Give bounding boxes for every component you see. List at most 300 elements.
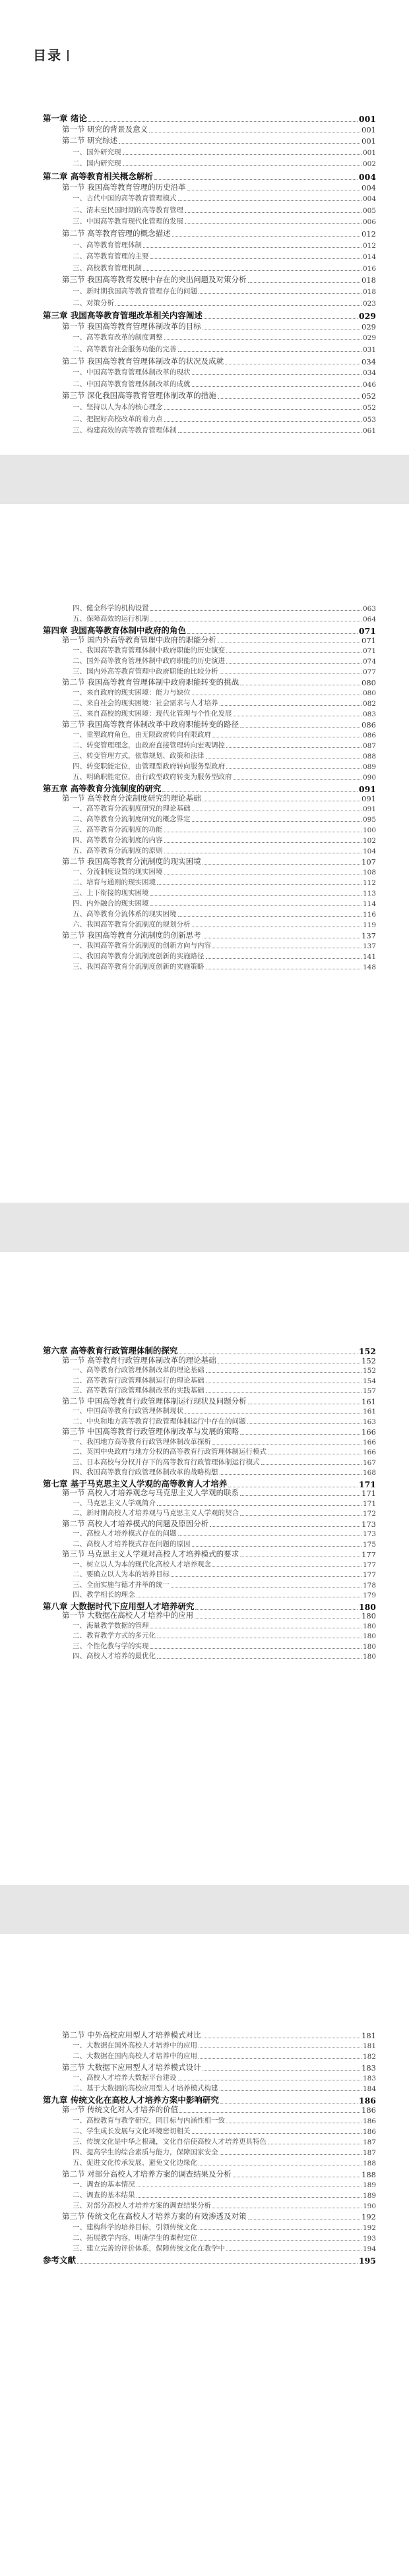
- toc-entry-page: 114: [362, 900, 376, 908]
- toc-entry-title: 一、高等教育管理体制: [73, 241, 142, 249]
- toc-subsection-entry[interactable]: [73, 379, 376, 389]
- toc-entry-page: 180: [362, 1653, 376, 1661]
- toc-subsection-entry[interactable]: [73, 708, 376, 718]
- toc-entry-page: 034: [362, 357, 376, 366]
- toc-subsection-entry[interactable]: [73, 919, 376, 929]
- toc-entry-page: 095: [362, 816, 376, 824]
- dot-leader: [226, 663, 362, 664]
- dot-leader: [206, 1392, 362, 1393]
- toc-subsection-entry[interactable]: [73, 2147, 376, 2157]
- toc-section-entry[interactable]: [62, 2211, 376, 2221]
- toc-entry-page: 152: [362, 1356, 376, 1365]
- toc-entry-title: 第二节 研究综述: [62, 136, 118, 146]
- toc-section-entry[interactable]: [62, 1487, 376, 1498]
- toc-entry-page: 086: [362, 731, 376, 739]
- toc-section-entry[interactable]: [62, 135, 376, 146]
- toc-entry-page: 018: [362, 288, 376, 296]
- dot-leader: [199, 2047, 362, 2048]
- toc-entry-title: 一、高等教育分流制度研究的理论基础: [73, 805, 191, 813]
- toc-subsection-entry[interactable]: [73, 698, 376, 708]
- toc-entry-page: 173: [362, 1530, 376, 1538]
- toc-entry-page: 112: [362, 879, 376, 887]
- toc-subsection-entry[interactable]: [73, 877, 376, 887]
- toc-entry-page: 166: [362, 1427, 376, 1437]
- toc-entry-title: 二、我国高等教育分流制度创新的实施路径: [73, 952, 204, 960]
- toc-entry-title: 六、我国高等教育分流制度的规划分析: [73, 921, 191, 929]
- toc-subsection-entry[interactable]: [73, 1539, 376, 1549]
- toc-entry-title: 第一节 我国高等教育管理体制改革的目标: [62, 321, 201, 331]
- page-gap: [0, 1203, 409, 1252]
- toc-section-entry[interactable]: [62, 1549, 376, 1559]
- dot-leader: [88, 121, 358, 122]
- toc-entry-title: 第五章 高等教育分流制度的研究: [43, 784, 162, 793]
- toc-entry-title: 二、高等教育管理的主要: [73, 252, 149, 261]
- toc-entry-title: 三、建立完善的评价体系，保障传统文化在教学中: [73, 2245, 225, 2252]
- toc-entry-title: 二、高等教育行政管理体制运行的理论基础: [73, 1376, 204, 1385]
- toc-subsection-entry[interactable]: [73, 1467, 376, 1477]
- toc-entry-title: 四、健全科学的机构设置: [73, 604, 149, 612]
- toc-subsection-entry[interactable]: [73, 147, 376, 157]
- dot-leader: [123, 154, 362, 155]
- toc-entry-title: 第二节 高校人才培养模式的问题及原因分析: [62, 1518, 209, 1528]
- toc-subsection-entry[interactable]: [73, 909, 376, 919]
- toc-subsection-entry[interactable]: [73, 1580, 376, 1589]
- toc-entry-page: 113: [362, 890, 376, 898]
- toc-subsection-entry[interactable]: [73, 251, 376, 261]
- dot-leader: [192, 386, 362, 387]
- toc-subsection-entry[interactable]: [73, 603, 376, 613]
- toc-section-entry[interactable]: [62, 390, 376, 401]
- toc-section-entry[interactable]: [62, 930, 376, 940]
- toc-subsection-entry[interactable]: [73, 730, 376, 739]
- dot-leader: [199, 2229, 362, 2230]
- toc-section-entry[interactable]: [62, 719, 376, 730]
- toc-entry-page: 184: [362, 2085, 376, 2093]
- dot-leader: [187, 633, 358, 634]
- toc-entry-title: 一、国外研究现: [73, 148, 121, 156]
- toc-entry-page: 137: [362, 931, 376, 940]
- dot-leader: [150, 895, 362, 896]
- toc-subsection-entry[interactable]: [73, 1528, 376, 1538]
- toc-section-entry[interactable]: [62, 228, 376, 239]
- toc-subsection-entry[interactable]: [73, 867, 376, 876]
- toc-entry-page: 023: [362, 299, 376, 308]
- dot-leader: [226, 652, 362, 653]
- toc-section-entry[interactable]: [62, 1426, 376, 1437]
- toc-subsection-entry[interactable]: [73, 1365, 376, 1375]
- toc-section-entry[interactable]: [62, 2062, 376, 2073]
- toc-entry-page: 064: [362, 615, 376, 623]
- toc-subsection-entry[interactable]: [73, 1651, 376, 1661]
- toc-entry-page: 005: [362, 206, 376, 215]
- toc-entry-title: 二、培育与通则的现实困境: [73, 878, 156, 886]
- toc-entry-title: 四、教学相长的理念: [73, 1591, 135, 1599]
- toc-entry-title: 三、全面实施与德才并举的统一: [73, 1580, 170, 1589]
- toc-section-entry[interactable]: [62, 1610, 376, 1620]
- toc-entry-page: 029: [362, 322, 376, 331]
- toc-entry-page: 088: [362, 753, 376, 760]
- toc-subsection-entry[interactable]: [73, 1446, 376, 1456]
- toc-subsection-entry[interactable]: [73, 656, 376, 666]
- toc-entry-page: 052: [362, 391, 376, 401]
- toc-entry-title: 一、我国地方高等教育行政管理体制改革探析: [73, 1437, 211, 1446]
- toc-subsection-entry[interactable]: [73, 1457, 376, 1467]
- toc-entry-title: 五、高等教育分流体系的现实困境: [73, 910, 177, 918]
- dot-leader: [240, 1434, 360, 1435]
- toc-entry-title: 二、转变管理理念，由政府直接管理转向宏观调控: [73, 741, 225, 749]
- toc-entry-title: 一、高等教育改革的制度调整: [73, 333, 163, 342]
- toc-entry-title: 第一节 研究的背景及意义: [62, 124, 148, 134]
- toc-subsection-entry[interactable]: [73, 888, 376, 898]
- toc-entry-page: 161: [362, 1396, 376, 1406]
- dot-leader: [210, 1526, 360, 1527]
- toc-entry-page: 186: [362, 2105, 376, 2115]
- toc-entry-title: 第九章 传统文化在高校人才培养方案中影响研究: [43, 2095, 219, 2105]
- toc-subsection-entry[interactable]: [73, 2136, 376, 2146]
- toc-entry-page: 182: [362, 2053, 376, 2061]
- dot-leader: [226, 747, 362, 748]
- toc-entry-page: 116: [362, 911, 376, 919]
- toc-subsection-entry[interactable]: [73, 687, 376, 697]
- toc-entry-page: 046: [362, 380, 376, 389]
- toc-entry-title: 第一节 国内外高等教育管理中政府的职能分析: [62, 635, 216, 644]
- dot-leader: [150, 1648, 362, 1649]
- toc-entry-title: 一、调查的基本情况: [73, 2180, 135, 2189]
- toc-entry-title: 第三节 中国高等教育行政管理体制改革与发展的策略: [62, 1427, 239, 1436]
- toc-subsection-entry[interactable]: [73, 2222, 376, 2232]
- toc-subsection-entry[interactable]: [73, 2233, 376, 2243]
- toc-entry-page: 179: [362, 1591, 376, 1599]
- dot-leader: [261, 1464, 362, 1465]
- dot-leader: [150, 905, 362, 906]
- toc-entry-title: 三、转变管理方式，依靠规划、政策和法律: [73, 752, 204, 760]
- toc-subsection-entry[interactable]: [73, 216, 376, 226]
- toc-entry-title: 第一节 大数据在高校人才培养中的应用: [62, 1611, 194, 1620]
- toc-entry-page: 152: [362, 1367, 376, 1375]
- toc-entry-title: 二、国内研究现: [73, 159, 121, 168]
- dot-leader: [115, 305, 362, 306]
- dot-leader: [240, 1495, 360, 1496]
- dot-leader: [247, 1423, 362, 1424]
- dot-leader: [192, 374, 362, 375]
- toc-entry-page: 186: [362, 2117, 376, 2125]
- toc-entry-title: 一、马克思主义人学观简介: [73, 1499, 156, 1507]
- toc-subsection-entry[interactable]: [73, 751, 376, 760]
- toc-entry-title: 一、我国高等教育分流制度的创新方向与内容: [73, 942, 211, 950]
- toc-entry-page: 194: [362, 2245, 376, 2253]
- toc-subsection-entry[interactable]: [73, 2200, 376, 2210]
- toc-subsection-entry[interactable]: [73, 1416, 376, 1426]
- toc-section-entry[interactable]: [62, 2030, 376, 2040]
- toc-entry-title: 第二节 高等教育管理的概念描述: [62, 229, 171, 238]
- toc-section-entry[interactable]: [62, 793, 376, 803]
- dot-leader: [185, 212, 362, 213]
- toc-entry-page: 173: [362, 1519, 376, 1529]
- dot-leader: [248, 282, 360, 283]
- toc-entry-title: 第一节 传统文化对人才培养的价值: [62, 2105, 179, 2115]
- toc-entry-page: 077: [362, 668, 376, 676]
- toc-subsection-entry[interactable]: [73, 193, 376, 203]
- dot-leader: [164, 421, 362, 422]
- toc-subsection-entry[interactable]: [73, 772, 376, 782]
- toc-entry-title: 一、高校人才培养大数据平台建设: [73, 2073, 177, 2082]
- toc-entry-page: 188: [362, 2169, 376, 2179]
- toc-subsection-entry[interactable]: [73, 898, 376, 908]
- toc-entry-page: 171: [358, 1479, 376, 1489]
- toc-entry-title: 二、高等教育社会服务功能的完善: [73, 345, 177, 353]
- toc-entry-title: 四、高校人才培养的最优化: [73, 1652, 156, 1660]
- toc-entry-page: 166: [362, 1448, 376, 1456]
- toc-entry-title: 一、古代中国的高等教育管理模式: [73, 194, 177, 203]
- toc-subsection-entry[interactable]: [73, 645, 376, 655]
- toc-entry-page: 034: [362, 369, 376, 378]
- toc-subsection-entry[interactable]: [73, 1406, 376, 1416]
- dot-leader: [150, 610, 362, 611]
- toc-subsection-entry[interactable]: [73, 1385, 376, 1395]
- toc-entry-page: 180: [362, 1611, 376, 1620]
- dot-leader: [192, 821, 362, 822]
- toc-entry-page: 091: [362, 805, 376, 813]
- toc-entry-title: 第三节 大数据下应用型人才培养模式设计: [62, 2062, 201, 2072]
- toc-subsection-entry[interactable]: [73, 2040, 376, 2050]
- dot-leader: [178, 200, 362, 201]
- toc-entry-title: 四、高等教育分流制度的内容: [73, 836, 163, 844]
- toc-subsection-entry[interactable]: [73, 951, 376, 961]
- title-bar-decoration: [67, 50, 69, 61]
- toc-subsection-entry[interactable]: [73, 740, 376, 750]
- toc-subsection-entry[interactable]: [73, 2051, 376, 2061]
- toc-subsection-entry[interactable]: [73, 298, 376, 308]
- toc-subsection-entry[interactable]: [73, 1630, 376, 1640]
- toc-entry-page: 018: [362, 275, 376, 285]
- toc-entry-title: 三、来自高校的现实困境：现代化管理与个性化发展: [73, 710, 232, 718]
- toc-section-entry[interactable]: [62, 635, 376, 645]
- toc-entry-title: 第二节 中国高等教育行政管理体制运行现状及问题分析: [62, 1396, 247, 1406]
- toc-subsection-entry[interactable]: [73, 824, 376, 834]
- toc-entry-page: 071: [362, 647, 376, 655]
- page-gap: [0, 455, 409, 504]
- toc-entry-title: 二、中国高等教育管理体制改革的成就: [73, 380, 191, 388]
- toc-entry-page: 006: [362, 218, 376, 227]
- dot-leader: [192, 1546, 362, 1547]
- toc-subsection-entry[interactable]: [73, 402, 376, 412]
- dot-leader: [123, 165, 362, 166]
- toc-entry-title: 二、高等教育分流制度研究的概念界定: [73, 815, 191, 823]
- dot-leader: [157, 884, 362, 885]
- toc-section-entry[interactable]: [62, 2104, 376, 2115]
- dot-leader: [178, 1535, 362, 1536]
- toc-entry-page: 180: [358, 1601, 376, 1612]
- toc-entry-title: 第三节 我国高等教育发展中存在的突出问题及对策分析: [62, 275, 247, 285]
- toc-entry-title: 二、要确立以人为本的培养目标: [73, 1570, 170, 1578]
- toc-section-entry[interactable]: [62, 1355, 376, 1365]
- toc-chapter-entry[interactable]: [43, 112, 376, 124]
- toc-subsection-entry[interactable]: [73, 425, 376, 435]
- toc-subsection-entry[interactable]: [73, 614, 376, 623]
- dot-leader: [199, 2240, 362, 2241]
- toc-entry-page: 187: [362, 2138, 376, 2146]
- toc-entry-page: 053: [362, 415, 376, 424]
- toc-entry-title: 五、高等教育分流制度的原则: [73, 847, 163, 855]
- toc-subsection-entry[interactable]: [73, 2073, 376, 2082]
- toc-subsection-entry[interactable]: [73, 2243, 376, 2253]
- toc-section-entry[interactable]: [62, 1396, 376, 1406]
- toc-entry-page: 080: [362, 678, 376, 687]
- dot-leader: [220, 2154, 362, 2155]
- dot-leader: [240, 1515, 362, 1516]
- toc-subsection-entry[interactable]: [73, 803, 376, 813]
- toc-subsection-entry[interactable]: [73, 940, 376, 950]
- toc-section-entry[interactable]: [62, 274, 376, 285]
- toc-entry-title: 一、中国高等教育行政管理体制现状: [73, 1407, 183, 1415]
- toc-entry-page: 012: [362, 241, 376, 250]
- toc-entry-page: 061: [362, 427, 376, 436]
- toc-entry-page: 189: [362, 2192, 376, 2200]
- toc-section-entry[interactable]: [62, 356, 376, 366]
- toc-entry-page: 104: [362, 847, 376, 855]
- toc-entry-page: 190: [362, 2202, 376, 2211]
- toc-section-entry[interactable]: [62, 2169, 376, 2179]
- toc-subsection-entry[interactable]: [73, 835, 376, 845]
- dot-leader: [171, 1587, 362, 1588]
- toc-entry-title: 一、我国高等教育管理体制中政府职能的历史演变: [73, 646, 225, 654]
- toc-entry-page: 029: [362, 334, 376, 343]
- toc-subsection-entry[interactable]: [73, 263, 376, 273]
- toc-chapter-entry[interactable]: [43, 170, 376, 182]
- toc-subsection-entry[interactable]: [73, 1508, 376, 1518]
- dot-leader: [212, 1444, 362, 1445]
- toc-entry-page: 091: [362, 794, 376, 803]
- toc-entry-title: 第一节 高等教育行政管理体制改革的理论基础: [62, 1355, 216, 1365]
- toc-entry-title: 一、重塑政府角色，由无限政府转向有限政府: [73, 731, 211, 739]
- toc-subsection-entry[interactable]: [73, 414, 376, 424]
- toc-entry-title: 三、个性化教与学的实现: [73, 1642, 149, 1650]
- toc-entry-title: 四、转变职能定位，由管理型政府转向服务型政府: [73, 762, 225, 770]
- toc-entry-page: 187: [362, 2149, 376, 2158]
- toc-entry-title: 二、新时期高校人才培养观与马克思主义人学观的契合: [73, 1509, 239, 1517]
- toc-section-entry[interactable]: [62, 321, 376, 331]
- toc-entry-page: 192: [362, 2212, 376, 2222]
- toc-entry-page: 102: [362, 837, 376, 845]
- dot-leader: [220, 2103, 358, 2104]
- toc-subsection-entry[interactable]: [73, 344, 376, 354]
- dot-leader: [162, 791, 358, 792]
- toc-subsection-entry[interactable]: [73, 2126, 376, 2136]
- toc-subsection-entry[interactable]: [73, 1620, 376, 1630]
- toc-subsection-entry[interactable]: [73, 2158, 376, 2167]
- dot-leader: [154, 179, 358, 180]
- dot-leader: [185, 1413, 362, 1414]
- toc-entry-page: 193: [362, 2234, 376, 2243]
- dot-leader: [220, 705, 362, 706]
- toc-entry-page: 186: [362, 2127, 376, 2136]
- toc-subsection-entry[interactable]: [73, 2179, 376, 2189]
- toc-entry-title: 一、来自政府的现实困境：能力与缺位: [73, 689, 191, 697]
- toc-chapter-entry[interactable]: [43, 309, 376, 321]
- toc-entry-page: 086: [362, 720, 376, 730]
- toc-subsection-entry[interactable]: [73, 961, 376, 971]
- toc-subsection-entry[interactable]: [73, 2115, 376, 2125]
- toc-entry-page: 175: [362, 1540, 376, 1549]
- toc-subsection-entry[interactable]: [73, 2083, 376, 2093]
- toc-entry-page: 172: [362, 1510, 376, 1518]
- toc-section-entry[interactable]: [62, 856, 376, 867]
- toc-entry-page: 180: [362, 1622, 376, 1630]
- toc-entry-title: 第二节 对部分高校人才培养方案的调查结果及分析: [62, 2169, 232, 2179]
- dot-leader: [164, 842, 362, 843]
- toc-entry-page: 154: [362, 1377, 376, 1385]
- dot-leader: [164, 409, 362, 410]
- toc-entry-title: 第一节 高校人才培养观念与马克思主义人学观的联系: [62, 1488, 239, 1497]
- toc-entry-page: 090: [362, 774, 376, 782]
- toc-entry-title: 二、来自社会的现实困境：社会需求与人才培养: [73, 699, 218, 707]
- toc-subsection-entry[interactable]: [73, 286, 376, 296]
- toc-entry-page: 181: [362, 2031, 376, 2040]
- toc-entry-title: 二、清末至民国时期的高等教育管理: [73, 206, 183, 214]
- toc-subsection-entry[interactable]: [73, 205, 376, 215]
- dot-leader: [240, 727, 360, 728]
- dot-leader: [157, 1505, 362, 1506]
- toc-entry-page: 001: [358, 114, 376, 124]
- toc-entry-title: 第二章 高等教育相关概念解析: [43, 171, 153, 181]
- toc-subsection-entry[interactable]: [73, 814, 376, 824]
- toc-entry-title: 第一章 绪论: [43, 113, 87, 123]
- toc-entry-title: 第三节 我国高等教育分流制度的创新思考: [62, 930, 201, 940]
- dot-leader: [178, 916, 362, 917]
- toc-entry-title: 三、传统文化是中华之根魂，文化自信使高校人才培养更具特色: [73, 2138, 267, 2146]
- toc-subsection-entry[interactable]: [73, 666, 376, 676]
- toc-entry-page: 004: [362, 183, 376, 192]
- dot-leader: [143, 270, 362, 271]
- toc-subsection-entry[interactable]: [73, 2190, 376, 2200]
- toc-subsection-entry[interactable]: [73, 367, 376, 377]
- dot-leader: [143, 247, 362, 248]
- toc-subsection-entry[interactable]: [73, 761, 376, 771]
- toc-entry-page: 001: [362, 125, 376, 134]
- toc-entry-page: 189: [362, 2181, 376, 2189]
- dot-leader: [212, 1566, 362, 1567]
- toc-subsection-entry[interactable]: [73, 158, 376, 168]
- toc-entry-title: 五、明确职能定位，由行政型政府转变为服务型政府: [73, 773, 232, 781]
- toc-entry-page: 177: [362, 1560, 376, 1569]
- toc-section-entry[interactable]: [62, 124, 376, 134]
- toc-entry-title: 第一节 我国高等教育管理的历史沿革: [62, 182, 186, 192]
- toc-chapter-entry[interactable]: [43, 2254, 376, 2266]
- toc-entry-title: 第三节 传统文化在高校人才培养方案的有效渗透及对策: [62, 2212, 247, 2221]
- dot-leader: [206, 958, 362, 959]
- toc-section-entry[interactable]: [62, 182, 376, 192]
- toc-entry-title: 一、海量教学数据的管理: [73, 1621, 149, 1630]
- toc-entry-page: 052: [362, 404, 376, 412]
- toc-entry-page: 087: [362, 742, 376, 750]
- toc-entry-page: 089: [362, 763, 376, 771]
- toc-subsection-entry[interactable]: [73, 1375, 376, 1385]
- toc-subsection-entry[interactable]: [73, 1641, 376, 1651]
- toc-subsection-entry[interactable]: [73, 845, 376, 855]
- toc-subsection-entry[interactable]: [73, 1437, 376, 1446]
- toc-entry-page: 161: [362, 1408, 376, 1416]
- toc-entry-page: 183: [362, 2074, 376, 2082]
- toc-section-entry[interactable]: [62, 1518, 376, 1529]
- toc-subsection-entry[interactable]: [73, 1559, 376, 1569]
- toc-subsection-entry[interactable]: [73, 332, 376, 342]
- toc-section-entry[interactable]: [62, 677, 376, 687]
- toc-subsection-entry[interactable]: [73, 1569, 376, 1579]
- toc-subsection-entry[interactable]: [73, 1498, 376, 1508]
- toc-subsection-entry[interactable]: [73, 240, 376, 250]
- toc-subsection-entry[interactable]: [73, 1589, 376, 1599]
- toc-entry-title: 四、提高学生的综合素质与能力，保障国家安全: [73, 2148, 218, 2157]
